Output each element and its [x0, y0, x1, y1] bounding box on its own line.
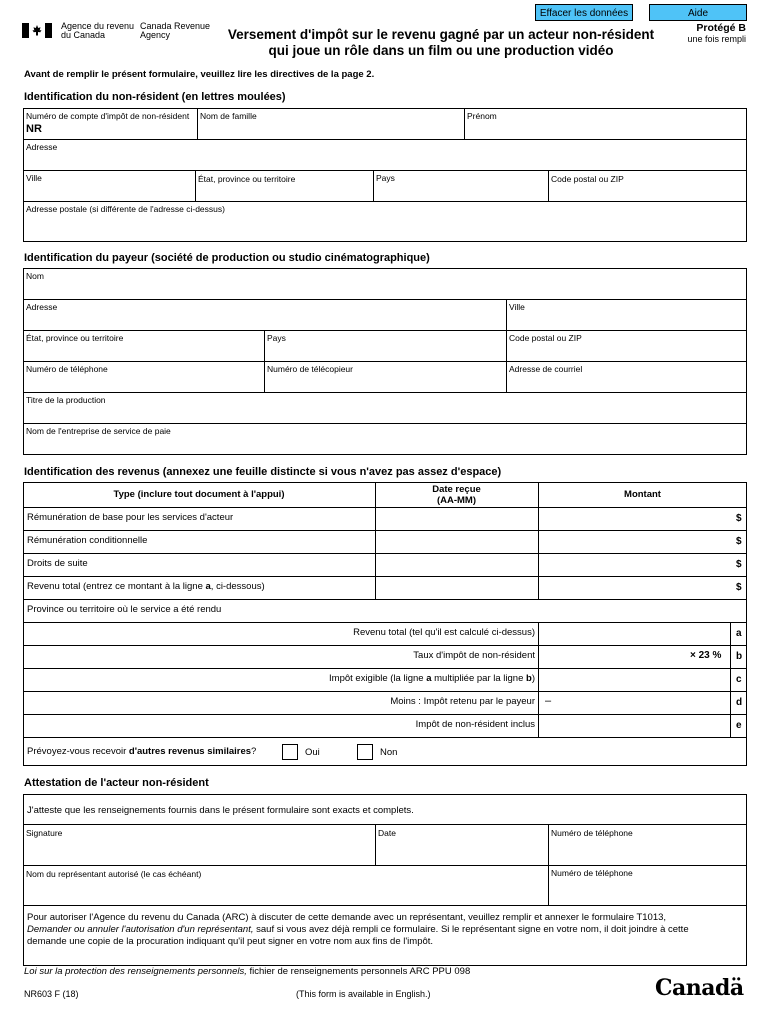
payer-province-label: État, province ou territoire — [26, 333, 124, 343]
row-residuals-amount[interactable] — [539, 554, 731, 575]
form-title-line2: qui joue un rôle dans un film ou une production vidéo — [268, 43, 614, 58]
row-base-pay: Rémunération de base pour les services d'acteur — [27, 512, 234, 523]
cert-date-input[interactable] — [376, 838, 547, 864]
payer-country-input[interactable] — [265, 343, 505, 360]
nr-postal-input[interactable] — [549, 182, 745, 200]
calc-line-e-label: Impôt de non-résident inclus — [415, 719, 535, 730]
cert-phone-label: Numéro de téléphone — [551, 828, 633, 838]
calc-line-c-label — [329, 673, 535, 684]
calc-line-b-value: × 23 % — [690, 650, 722, 661]
province-service-label: Province ou territoire où le service a été rendu — [27, 604, 222, 615]
nr-province-label: État, province ou territoire — [198, 174, 296, 184]
calc-line-a-letter: a — [736, 628, 742, 639]
calc-line-c-letter-a: a — [426, 673, 432, 684]
privacy-act-title: Loi sur la protection des renseignements personnels, — [24, 966, 247, 977]
rep-phone-label: Numéro de téléphone — [551, 868, 633, 878]
other-income-text-3: ? — [251, 746, 257, 757]
authorization-para-1: Pour autoriser l'Agence du revenu du Canada (ARC) à discuter de cette demande avec un représentant, veuillez remplir et annexer le formulaire T1013, — [27, 912, 667, 923]
calc-line-d-letter: d — [736, 697, 743, 708]
row-conditional-amount[interactable] — [539, 531, 731, 552]
payer-country-label: Pays — [267, 333, 286, 343]
col-amount-header: Montant — [624, 489, 661, 500]
help-button[interactable]: Aide — [649, 4, 747, 21]
payer-name-input[interactable] — [24, 281, 745, 298]
calc-line-e-input[interactable] — [539, 715, 729, 736]
nr-account-prefix: NR — [26, 123, 42, 135]
province-service-input[interactable] — [260, 600, 746, 621]
row-total-income-amount[interactable] — [539, 577, 731, 598]
authorization-para-3: demande une copie de la procuration indiquant qu'il peut signer en votre nom aux fins de l'impôt. — [27, 936, 434, 947]
payer-province-input[interactable] — [24, 343, 263, 360]
instructions-note: Avant de remplir le présent formulaire, veuillez lire les directives de la page 2. — [24, 69, 375, 80]
row-base-pay-date[interactable] — [376, 508, 537, 529]
row-total-income — [27, 581, 265, 592]
nr-account-label: Numéro de compte d'impôt de non-résident — [26, 111, 190, 121]
payer-fax-label: Numéro de télécopieur — [267, 364, 353, 374]
agency-fr-line2: du Canada — [61, 30, 106, 40]
calc-line-c-letter-b: b — [526, 673, 532, 684]
form-number: NR603 F (18) — [24, 989, 79, 999]
col-type-header: Type (inclure tout document à l'appui) — [113, 489, 285, 500]
nr-country-input[interactable] — [374, 182, 547, 200]
agency-en-line1: Canada Revenue — [140, 21, 211, 31]
payer-city-input[interactable] — [507, 312, 745, 329]
section-certification-title: Attestation de l'acteur non-résident — [24, 777, 209, 789]
other-income-no-checkbox[interactable] — [357, 744, 373, 760]
calc-line-d-label: Moins : Impôt retenu par le payeur — [390, 696, 535, 707]
row-total-income-text-1: Revenu total (entrez ce montant à la ligne — [27, 581, 206, 592]
section-nonresident-title: Identification du non-résident (en lettres moulées) — [24, 91, 286, 103]
payer-postal-label: Code postal ou ZIP — [509, 333, 582, 343]
nr-lastname-label: Nom de famille — [200, 111, 257, 121]
nr-address-label: Adresse — [26, 142, 58, 152]
row-total-income-text-2: , ci-dessous) — [210, 581, 265, 592]
payer-phone-label: Numéro de téléphone — [26, 364, 108, 374]
row-residuals: Droits de suite — [27, 558, 88, 569]
other-income-text-2: d'autres revenus similaires — [128, 746, 252, 757]
nr-city-input[interactable] — [24, 182, 194, 200]
row-conditional: Rémunération conditionnelle — [27, 535, 148, 546]
payer-name-label: Nom — [26, 271, 44, 281]
col-date-header-1: Date reçue — [432, 484, 481, 495]
calc-line-c-text-3: ) — [531, 673, 535, 684]
nr-address-input[interactable] — [24, 151, 745, 169]
nr-city-label: Ville — [26, 173, 42, 183]
payer-email-label: Adresse de courriel — [509, 364, 583, 374]
production-title-input[interactable] — [24, 405, 745, 422]
protected-sub-label: une fois rempli — [687, 34, 746, 44]
clear-data-button[interactable]: Effacer les données — [535, 4, 633, 21]
row-conditional-date[interactable] — [376, 531, 537, 552]
authorization-para-2-rest: sauf si vous avez déjà rempli ce formulaire. Si le représentant signe en votre nom, il doit joindre à cette — [253, 924, 689, 935]
payroll-company-input[interactable] — [24, 436, 745, 454]
row-base-pay-amount[interactable] — [539, 508, 731, 529]
row-conditional-dollar: $ — [736, 536, 742, 547]
other-income-no-label: Non — [380, 747, 398, 758]
row-total-income-dollar: $ — [736, 582, 742, 593]
calc-line-c-letter: c — [736, 674, 742, 685]
nr-firstname-label: Prénom — [467, 111, 497, 121]
payer-email-input[interactable] — [507, 374, 745, 391]
payer-address-input[interactable] — [24, 312, 504, 329]
agency-en-line2: Agency — [140, 30, 171, 40]
form-title-line1: Versement d'impôt sur le revenu gagné par un acteur non-résident — [227, 27, 655, 42]
nr-postal-label: Code postal ou ZIP — [551, 174, 624, 184]
other-income-yes-label: Oui — [305, 747, 320, 758]
row-total-income-letter: a — [205, 581, 211, 592]
calc-line-d-input[interactable] — [555, 692, 729, 713]
other-income-question — [27, 746, 256, 757]
nr-firstname-input[interactable] — [465, 120, 745, 138]
nr-province-input[interactable] — [196, 182, 372, 200]
payer-address-label: Adresse — [26, 302, 58, 312]
canada-flag-icon — [22, 23, 52, 38]
payer-postal-input[interactable] — [507, 343, 745, 360]
nr-mailing-label: Adresse postale (si différente de l'adresse ci-dessus) — [26, 204, 225, 214]
calc-line-b-letter: b — [736, 651, 743, 662]
row-residuals-date[interactable] — [376, 554, 537, 575]
calc-line-c-text-2: multipliée par la ligne — [431, 673, 527, 684]
certify-statement: J'atteste que les renseignements fournis dans le présent formulaire sont exacts et complets. — [27, 805, 414, 816]
calc-line-b-label: Taux d'impôt de non-résident — [413, 650, 535, 661]
payer-fax-input[interactable] — [265, 374, 505, 391]
payroll-company-label: Nom de l'entreprise de service de paie — [26, 426, 171, 436]
calc-line-d-sign: – — [545, 695, 552, 707]
calc-line-c-text-1: Impôt exigible (la ligne — [329, 673, 427, 684]
calc-line-a-label: Revenu total (tel qu'il est calculé ci-dessus) — [353, 627, 535, 638]
row-residuals-dollar: $ — [736, 559, 742, 570]
rep-phone-input[interactable] — [549, 879, 745, 904]
calc-line-c-input[interactable] — [539, 669, 729, 690]
other-income-text-1: Prévoyez-vous recevoir — [27, 746, 129, 757]
row-base-pay-dollar: $ — [736, 513, 742, 524]
other-income-yes-checkbox[interactable] — [282, 744, 298, 760]
payer-city-label: Ville — [509, 302, 525, 312]
rep-name-input[interactable] — [24, 879, 547, 904]
privacy-notice-rest: fichier de renseignements personnels ARC PPU 098 — [246, 966, 471, 977]
rep-name-label: Nom du représentant autorisé (le cas échéant) — [26, 869, 202, 879]
calc-line-e-letter: e — [736, 720, 742, 731]
english-availability: (This form is available in English.) — [296, 989, 431, 999]
nr-country-label: Pays — [376, 173, 395, 183]
signature-input[interactable] — [24, 838, 374, 864]
col-date-header-2: (AA-MM) — [436, 495, 477, 506]
cert-date-label: Date — [378, 828, 396, 838]
authorization-para-2 — [27, 924, 689, 935]
payer-phone-input[interactable] — [24, 374, 263, 391]
calc-line-a-input[interactable] — [539, 623, 729, 644]
authorization-form-title: Demander ou annuler l'autorisation d'un représentant, — [27, 924, 254, 935]
agency-fr-line1: Agence du revenu — [61, 21, 135, 31]
section-income-title: Identification des revenus (annexez une feuille distincte si vous n'avez pas assez d'espace) — [24, 466, 502, 478]
nr-mailing-input[interactable] — [24, 214, 745, 240]
nr-lastname-input[interactable] — [198, 120, 462, 138]
privacy-notice — [24, 966, 470, 977]
production-title-label: Titre de la production — [26, 395, 106, 405]
canada-wordmark: Canadä — [655, 975, 744, 1001]
signature-label: Signature — [26, 828, 63, 838]
cert-phone-input[interactable] — [549, 838, 745, 864]
protected-b-label: Protégé B — [696, 22, 746, 34]
section-payer-title: Identification du payeur (société de production ou studio cinématographique) — [24, 252, 430, 264]
nr-account-input[interactable] — [44, 120, 194, 138]
